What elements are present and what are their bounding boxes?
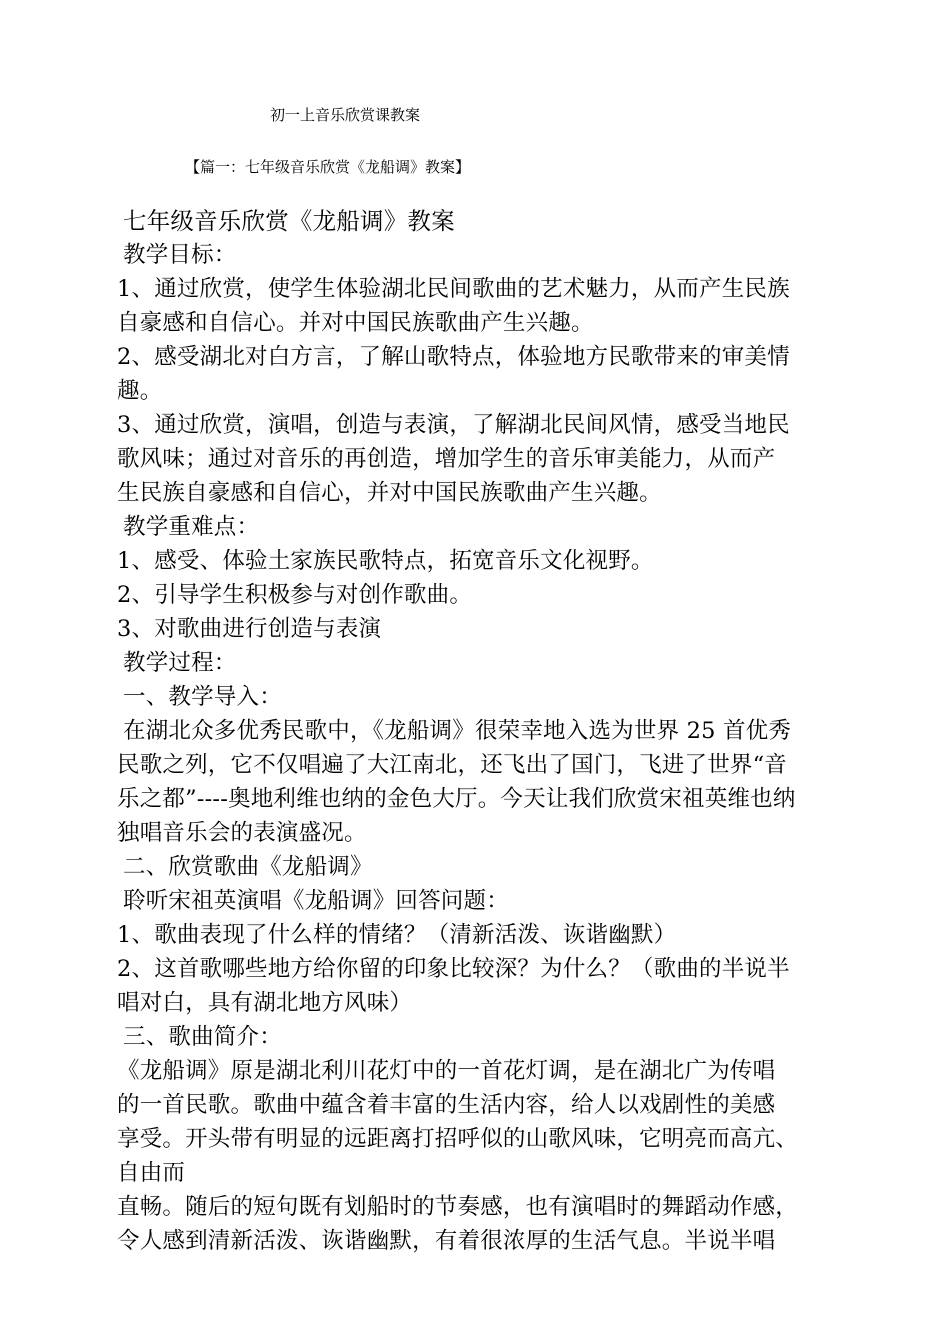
paragraph-line: 3、对歌曲进行创造与表演 — [117, 616, 382, 642]
paragraph-line: 自豪感和自信心。并对中国民族歌曲产生兴趣。 — [117, 310, 594, 336]
paragraph-line: 1、歌曲表现了什么样的情绪？（清新活泼、诙谐幽默） — [117, 922, 677, 948]
section-heading: 一、教学导入： — [123, 684, 282, 710]
paragraph-line: 独唱音乐会的表演盛况。 — [117, 820, 367, 846]
paragraph-line: 2、这首歌哪些地方给你留的印象比较深？为什么？（歌曲的半说半 — [117, 956, 790, 982]
paragraph-line: 聆听宋祖英演唱《龙船调》回答问题： — [123, 888, 509, 914]
paragraph-line: 的一首民歌。歌曲中蕴含着丰富的生活内容，给人以戏剧性的美感 — [117, 1092, 776, 1118]
section-heading: 教学过程： — [123, 650, 237, 676]
paragraph-line: 1、通过欣赏，使学生体验湖北民间歌曲的艺术魅力，从而产生民族 — [117, 276, 790, 302]
paragraph-line: 乐之都”----奥地利维也纳的金色大厅。今天让我们欣赏宋祖英维也纳 — [117, 786, 796, 812]
document-subtitle: 【篇一：七年级音乐欣赏《龙船调》教案】 — [185, 158, 471, 176]
section-heading: 教学重难点： — [123, 514, 260, 540]
document-title: 初一上音乐欣赏课教案 — [270, 106, 421, 124]
section-heading: 二、欣赏歌曲《龙船调》 — [123, 854, 373, 880]
paragraph-line: 歌风味；通过对音乐的再创造，增加学生的音乐审美能力，从而产 — [117, 446, 776, 472]
paragraph-line: 唱对白，具有湖北地方风味） — [117, 990, 413, 1016]
section-heading: 三、歌曲简介： — [123, 1024, 282, 1050]
paragraph-line: 享受。开头带有明显的远距离打招呼似的山歌风味，它明亮而高亢、 — [117, 1126, 799, 1152]
paragraph-line: 令人感到清新活泼、诙谐幽默，有着很浓厚的生活气息。半说半唱 — [117, 1228, 776, 1254]
section-heading: 教学目标： — [123, 242, 237, 268]
paragraph-line: 趣。 — [117, 378, 163, 404]
paragraph-line: 《龙船调》原是湖北利川花灯中的一首花灯调，是在湖北广为传唱 — [117, 1058, 776, 1084]
paragraph-line: 2、感受湖北对白方言，了解山歌特点，体验地方民歌带来的审美情 — [117, 344, 790, 370]
paragraph-line: 民歌之列，它不仅唱遍了大江南北，还飞出了国门，飞进了世界“音 — [117, 752, 788, 778]
paragraph-line: 3、通过欣赏，演唱，创造与表演，了解湖北民间风情，感受当地民 — [117, 412, 790, 438]
paragraph-line: 自由而 — [117, 1160, 186, 1186]
paragraph-line: 直畅。随后的短句既有划船时的节奏感，也有演唱时的舞蹈动作感， — [117, 1194, 799, 1220]
paragraph-line: 生民族自豪感和自信心，并对中国民族歌曲产生兴趣。 — [117, 480, 662, 506]
lesson-title: 七年级音乐欣赏《龙船调》教案 — [123, 207, 455, 235]
document-body — [117, 204, 837, 1258]
paragraph-line: 2、引导学生积极参与对创作歌曲。 — [117, 582, 473, 608]
paragraph-line: 在湖北众多优秀民歌中，《龙船调》很荣幸地入选为世界 25 首优秀 — [123, 718, 792, 744]
paragraph-line: 1、感受、体验土家族民歌特点，拓宽音乐文化视野。 — [117, 548, 654, 574]
